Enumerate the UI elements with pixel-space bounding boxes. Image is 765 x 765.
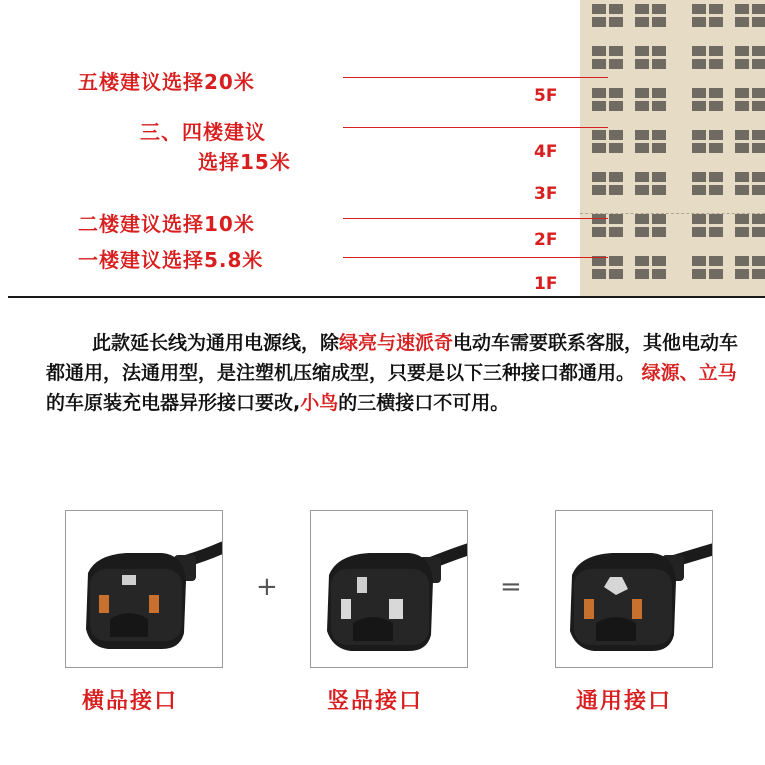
- building-window: [735, 214, 765, 240]
- building-window: [735, 46, 765, 72]
- window-pane: [735, 227, 749, 237]
- window-pane: [752, 185, 765, 195]
- window-pane: [592, 172, 606, 182]
- window-pane: [692, 172, 706, 182]
- window-pane: [709, 17, 723, 27]
- window-pane: [609, 227, 623, 237]
- building-window: [635, 256, 669, 282]
- window-pane: [735, 185, 749, 195]
- building-illustration: [580, 0, 765, 296]
- window-pane: [752, 143, 765, 153]
- vertical-plug-image: [311, 511, 468, 668]
- floor-marker-2f: 2F: [534, 230, 558, 250]
- window-pane: [735, 17, 749, 27]
- window-pane: [652, 143, 666, 153]
- window-pane: [709, 59, 723, 69]
- window-pane: [592, 185, 606, 195]
- window-pane: [735, 101, 749, 111]
- window-pane: [692, 185, 706, 195]
- building-window: [692, 172, 726, 198]
- floor-marker-5f: 5F: [534, 86, 558, 106]
- plug-photo-horizontal: [65, 510, 223, 668]
- window-pane: [652, 59, 666, 69]
- building-window: [635, 130, 669, 156]
- building-window: [635, 4, 669, 30]
- building-window: [735, 130, 765, 156]
- first-floor-label: 一楼建议选择5.8米: [78, 248, 264, 272]
- window-pane: [652, 227, 666, 237]
- window-pane: [735, 269, 749, 279]
- building-window: [592, 130, 626, 156]
- floor-divider-line: [580, 213, 765, 214]
- window-pane: [635, 4, 649, 14]
- window-pane: [592, 4, 606, 14]
- window-pane: [609, 256, 623, 266]
- window-pane: [692, 59, 706, 69]
- window-pane: [752, 17, 765, 27]
- third-fourth-floor-label-line1: 三、四楼建议: [140, 120, 266, 144]
- window-pane: [592, 227, 606, 237]
- window-pane: [592, 214, 606, 224]
- window-pane: [709, 269, 723, 279]
- building-window: [592, 88, 626, 114]
- window-pane: [609, 101, 623, 111]
- window-pane: [609, 172, 623, 182]
- window-pane: [752, 269, 765, 279]
- window-pane: [592, 130, 606, 140]
- building-window: [735, 88, 765, 114]
- window-pane: [752, 88, 765, 98]
- window-pane: [609, 130, 623, 140]
- window-pane: [635, 172, 649, 182]
- window-pane: [752, 214, 765, 224]
- desc-highlight-1: 绿亮与速派奇: [339, 332, 454, 354]
- window-pane: [752, 4, 765, 14]
- window-pane: [709, 101, 723, 111]
- window-pane: [735, 172, 749, 182]
- window-pane: [609, 46, 623, 56]
- window-pane: [609, 185, 623, 195]
- window-pane: [752, 46, 765, 56]
- window-pane: [735, 130, 749, 140]
- fifth-floor-label: 五楼建议选择20米: [78, 70, 255, 94]
- window-pane: [635, 185, 649, 195]
- window-pane: [635, 130, 649, 140]
- plus-sign: +: [256, 572, 278, 602]
- window-pane: [592, 143, 606, 153]
- window-pane: [592, 101, 606, 111]
- window-pane: [752, 59, 765, 69]
- window-pane: [709, 172, 723, 182]
- plug-photo-universal: [555, 510, 713, 668]
- window-pane: [635, 214, 649, 224]
- window-pane: [735, 46, 749, 56]
- building-window: [735, 4, 765, 30]
- window-pane: [609, 214, 623, 224]
- caption-universal-plug: 通用接口: [576, 689, 673, 714]
- window-pane: [709, 227, 723, 237]
- building-window: [635, 214, 669, 240]
- window-pane: [709, 46, 723, 56]
- universal-plug-image: [556, 511, 713, 668]
- window-pane: [609, 17, 623, 27]
- building-window: [735, 172, 765, 198]
- window-pane: [635, 46, 649, 56]
- window-pane: [652, 256, 666, 266]
- window-pane: [592, 269, 606, 279]
- window-pane: [752, 172, 765, 182]
- caption-horizontal-plug: 横品接口: [82, 689, 179, 714]
- floor-marker-1f: 1F: [534, 274, 558, 294]
- building-window: [592, 172, 626, 198]
- building-window: [692, 4, 726, 30]
- window-pane: [752, 130, 765, 140]
- window-pane: [692, 227, 706, 237]
- third-fourth-floor-leader: [343, 127, 608, 128]
- window-pane: [709, 143, 723, 153]
- building-window: [692, 214, 726, 240]
- window-pane: [635, 88, 649, 98]
- fifth-floor-leader: [343, 77, 608, 78]
- floor-marker-4f: 4F: [534, 142, 558, 162]
- window-pane: [709, 256, 723, 266]
- building-window: [635, 88, 669, 114]
- window-pane: [635, 227, 649, 237]
- building-window: [635, 46, 669, 72]
- window-pane: [735, 214, 749, 224]
- window-pane: [735, 4, 749, 14]
- window-pane: [735, 88, 749, 98]
- equals-sign: =: [500, 572, 522, 602]
- second-floor-leader: [343, 218, 608, 219]
- window-pane: [609, 88, 623, 98]
- window-pane: [652, 172, 666, 182]
- window-pane: [692, 4, 706, 14]
- window-pane: [735, 256, 749, 266]
- window-pane: [592, 59, 606, 69]
- window-pane: [652, 185, 666, 195]
- window-pane: [692, 130, 706, 140]
- window-pane: [752, 227, 765, 237]
- desc-highlight-3: 小鸟: [300, 392, 339, 414]
- window-pane: [635, 143, 649, 153]
- floor-marker-3f: 3F: [534, 184, 558, 204]
- building-window: [692, 88, 726, 114]
- window-pane: [635, 17, 649, 27]
- window-pane: [692, 214, 706, 224]
- desc-text-2: 电动车需要联系客服，其他电动车都通用，法通用型，是注塑机压缩成型，只要是以下三种接口都通用。: [46, 332, 739, 384]
- window-pane: [635, 101, 649, 111]
- window-pane: [709, 4, 723, 14]
- window-pane: [609, 143, 623, 153]
- window-pane: [735, 143, 749, 153]
- section-divider: [8, 296, 765, 298]
- window-pane: [652, 88, 666, 98]
- window-pane: [709, 185, 723, 195]
- desc-text-3: 的车原装充电器异形接口要改,: [46, 392, 301, 414]
- desc-highlight-2: 绿源、立马: [641, 362, 737, 384]
- window-pane: [635, 59, 649, 69]
- window-pane: [592, 46, 606, 56]
- plug-photo-vertical: [310, 510, 468, 668]
- horizontal-plug-image: [66, 511, 223, 668]
- building-window: [592, 4, 626, 30]
- window-pane: [652, 17, 666, 27]
- window-pane: [692, 101, 706, 111]
- building-window: [592, 46, 626, 72]
- second-floor-label: 二楼建议选择10米: [78, 212, 255, 236]
- desc-text-1: 此款延长线为通用电源线，除: [92, 332, 340, 354]
- building-window: [592, 256, 626, 282]
- window-pane: [635, 269, 649, 279]
- building-window: [635, 172, 669, 198]
- window-pane: [652, 4, 666, 14]
- window-pane: [709, 88, 723, 98]
- window-pane: [692, 88, 706, 98]
- window-pane: [592, 88, 606, 98]
- window-pane: [692, 46, 706, 56]
- window-pane: [652, 101, 666, 111]
- desc-text-4: 的三横接口不可用。: [338, 392, 510, 414]
- window-pane: [735, 59, 749, 69]
- window-pane: [609, 59, 623, 69]
- window-pane: [652, 214, 666, 224]
- window-pane: [592, 17, 606, 27]
- first-floor-leader: [343, 257, 608, 258]
- window-pane: [652, 269, 666, 279]
- third-fourth-floor-label-line2: 选择15米: [198, 150, 291, 174]
- window-pane: [692, 269, 706, 279]
- building-window: [692, 130, 726, 156]
- building-window: [692, 256, 726, 282]
- window-pane: [752, 101, 765, 111]
- window-pane: [609, 269, 623, 279]
- window-pane: [692, 143, 706, 153]
- window-pane: [709, 214, 723, 224]
- description-paragraph: [46, 328, 746, 418]
- window-pane: [752, 256, 765, 266]
- window-pane: [692, 256, 706, 266]
- window-pane: [652, 46, 666, 56]
- window-pane: [635, 256, 649, 266]
- window-pane: [652, 130, 666, 140]
- building-window: [692, 46, 726, 72]
- window-pane: [692, 17, 706, 27]
- window-pane: [609, 4, 623, 14]
- building-window: [735, 256, 765, 282]
- window-pane: [709, 130, 723, 140]
- caption-vertical-plug: 竖品接口: [327, 689, 424, 714]
